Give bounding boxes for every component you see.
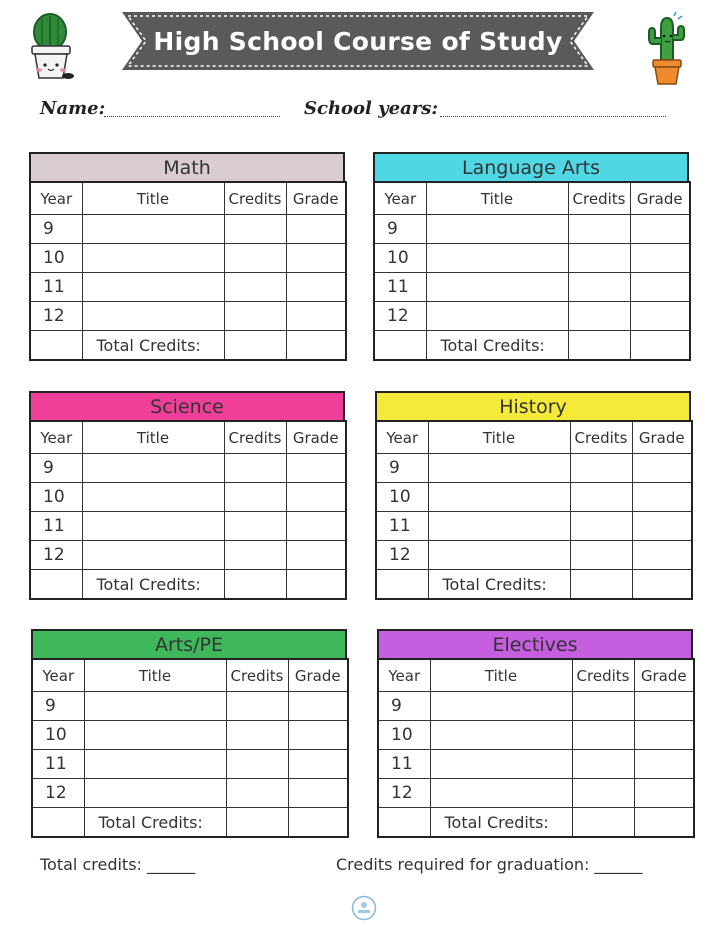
grade-header: Grade (286, 421, 346, 454)
total-grade-cell[interactable] (632, 570, 692, 600)
year-cell: 9 (30, 454, 82, 483)
title-header: Title (82, 182, 224, 215)
credits-cell[interactable] (224, 512, 286, 541)
year-cell: 12 (30, 302, 82, 331)
credits-cell[interactable] (226, 779, 288, 808)
cactus-pot-icon (24, 8, 78, 82)
grade-cell[interactable] (634, 721, 694, 750)
year-cell: 12 (376, 541, 428, 570)
total-row (376, 570, 692, 600)
title-cell[interactable] (426, 302, 568, 331)
credits-cell[interactable] (572, 779, 634, 808)
total-grade-cell[interactable] (288, 808, 348, 838)
page-title: High School Course of Study (153, 26, 563, 56)
grade-cell[interactable] (630, 273, 690, 302)
subject-header: Electives (377, 629, 693, 658)
title-cell[interactable] (84, 750, 226, 779)
title-cell[interactable] (426, 273, 568, 302)
total-spacer-cell (376, 570, 428, 600)
title-banner (122, 12, 594, 70)
title-cell[interactable] (430, 779, 572, 808)
school-years-field[interactable] (440, 116, 666, 117)
credits-header: Credits (224, 421, 286, 454)
year-header: Year (32, 659, 84, 692)
course-table-electives (377, 629, 693, 838)
credits-cell[interactable] (570, 512, 632, 541)
grade-cell[interactable] (632, 483, 692, 512)
total-credits-label: Total Credits: (426, 331, 568, 361)
table-row (30, 302, 346, 331)
column-header-row (32, 659, 348, 692)
grade-cell[interactable] (630, 215, 690, 244)
title-cell[interactable] (430, 750, 572, 779)
year-cell: 11 (32, 750, 84, 779)
grade-cell[interactable] (286, 454, 346, 483)
total-row (30, 331, 346, 361)
year-cell: 9 (374, 215, 426, 244)
title-cell[interactable] (430, 692, 572, 721)
title-header: Title (82, 421, 224, 454)
title-cell[interactable] (428, 541, 570, 570)
table-row (30, 215, 346, 244)
credits-cell[interactable] (224, 302, 286, 331)
table-row (376, 483, 692, 512)
total-credits-label: Total Credits: (84, 808, 226, 838)
course-grid (377, 658, 695, 838)
subject-header: Science (29, 391, 345, 420)
grade-cell[interactable] (286, 483, 346, 512)
table-row (30, 512, 346, 541)
year-cell: 10 (30, 483, 82, 512)
column-header-row (374, 182, 690, 215)
title-cell[interactable] (84, 779, 226, 808)
title-cell[interactable] (82, 215, 224, 244)
grade-cell[interactable] (288, 779, 348, 808)
school-years-label: School years: (304, 98, 438, 119)
year-cell: 9 (32, 692, 84, 721)
total-spacer-cell (378, 808, 430, 838)
course-grid (29, 181, 347, 361)
title-cell[interactable] (82, 302, 224, 331)
grade-header: Grade (288, 659, 348, 692)
course-grid (29, 420, 347, 600)
total-spacer-cell (374, 331, 426, 361)
subject-header: Language Arts (373, 152, 689, 181)
table-row (32, 721, 348, 750)
year-cell: 12 (374, 302, 426, 331)
year-cell: 9 (30, 215, 82, 244)
credits-header: Credits (568, 182, 630, 215)
year-header: Year (378, 659, 430, 692)
total-grade-cell[interactable] (286, 331, 346, 361)
title-cell[interactable] (84, 721, 226, 750)
grade-cell[interactable] (630, 244, 690, 273)
total-credits-cell[interactable] (568, 331, 630, 361)
credits-cell[interactable] (568, 215, 630, 244)
title-cell[interactable] (82, 541, 224, 570)
title-cell[interactable] (428, 454, 570, 483)
subject-header: Math (29, 152, 345, 181)
table-row (378, 779, 694, 808)
total-spacer-cell (30, 570, 82, 600)
grade-cell[interactable] (286, 244, 346, 273)
grade-header: Grade (634, 659, 694, 692)
total-grade-cell[interactable] (634, 808, 694, 838)
course-table-language-arts (373, 152, 689, 361)
column-header-row (376, 421, 692, 454)
course-grid (31, 658, 349, 838)
table-row (30, 273, 346, 302)
year-cell: 12 (30, 541, 82, 570)
grade-header: Grade (632, 421, 692, 454)
credits-cell[interactable] (226, 721, 288, 750)
credits-header: Credits (224, 182, 286, 215)
title-header: Title (428, 421, 570, 454)
credits-cell[interactable] (226, 692, 288, 721)
year-header: Year (376, 421, 428, 454)
logo-icon (351, 895, 377, 921)
credits-cell[interactable] (572, 750, 634, 779)
total-row (32, 808, 348, 838)
total-credits-footer: Total credits: ______ (40, 855, 196, 874)
credits-cell[interactable] (224, 483, 286, 512)
grade-cell[interactable] (634, 692, 694, 721)
title-header: Title (430, 659, 572, 692)
course-table-arts-pe (31, 629, 347, 838)
table-row (30, 244, 346, 273)
total-credits-label: Total Credits: (82, 331, 224, 361)
title-cell[interactable] (82, 483, 224, 512)
column-header-row (378, 659, 694, 692)
title-cell[interactable] (84, 692, 226, 721)
title-header: Title (84, 659, 226, 692)
total-credits-cell[interactable] (224, 331, 286, 361)
credits-cell[interactable] (570, 541, 632, 570)
table-row (30, 541, 346, 570)
total-spacer-cell (32, 808, 84, 838)
credits-cell[interactable] (572, 721, 634, 750)
course-grid (375, 420, 693, 600)
table-row (374, 302, 690, 331)
credits-header: Credits (226, 659, 288, 692)
table-row (30, 454, 346, 483)
name-field[interactable] (104, 116, 280, 117)
credits-cell[interactable] (570, 454, 632, 483)
total-row (378, 808, 694, 838)
total-credits-label: Total Credits: (428, 570, 570, 600)
table-row (32, 779, 348, 808)
total-credits-cell[interactable] (226, 808, 288, 838)
year-cell: 11 (30, 273, 82, 302)
credits-cell[interactable] (572, 692, 634, 721)
grade-cell[interactable] (288, 692, 348, 721)
course-table-history (375, 391, 691, 600)
year-cell: 10 (378, 721, 430, 750)
total-credits-label: Total Credits: (430, 808, 572, 838)
credits-header: Credits (572, 659, 634, 692)
table-row (374, 244, 690, 273)
total-credits-cell[interactable] (572, 808, 634, 838)
course-table-science (29, 391, 345, 600)
table-row (374, 215, 690, 244)
grade-header: Grade (286, 182, 346, 215)
total-credits-cell[interactable] (570, 570, 632, 600)
credits-cell[interactable] (226, 750, 288, 779)
title-cell[interactable] (430, 721, 572, 750)
total-grade-cell[interactable] (286, 570, 346, 600)
year-cell: 12 (378, 779, 430, 808)
title-cell[interactable] (426, 244, 568, 273)
table-row (32, 692, 348, 721)
table-row (378, 750, 694, 779)
table-row (32, 750, 348, 779)
grade-cell[interactable] (286, 215, 346, 244)
total-credits-cell[interactable] (224, 570, 286, 600)
credits-cell[interactable] (224, 244, 286, 273)
title-cell[interactable] (82, 512, 224, 541)
year-cell: 11 (376, 512, 428, 541)
table-row (376, 512, 692, 541)
year-cell: 11 (30, 512, 82, 541)
cactus-pot-icon (641, 10, 691, 86)
grade-header: Grade (630, 182, 690, 215)
credits-cell[interactable] (224, 454, 286, 483)
total-row (30, 570, 346, 600)
course-table-math (29, 152, 345, 361)
credits-cell[interactable] (224, 215, 286, 244)
table-row (378, 721, 694, 750)
grade-cell[interactable] (286, 302, 346, 331)
title-cell[interactable] (82, 244, 224, 273)
subject-header: History (375, 391, 691, 420)
credits-header: Credits (570, 421, 632, 454)
credits-cell[interactable] (568, 273, 630, 302)
grade-cell[interactable] (286, 273, 346, 302)
total-row (374, 331, 690, 361)
subject-header: Arts/PE (31, 629, 347, 658)
year-cell: 9 (378, 692, 430, 721)
grade-cell[interactable] (632, 454, 692, 483)
year-cell: 11 (378, 750, 430, 779)
grade-cell[interactable] (630, 302, 690, 331)
column-header-row (30, 421, 346, 454)
grade-cell[interactable] (288, 750, 348, 779)
year-cell: 11 (374, 273, 426, 302)
name-label: Name: (40, 98, 106, 119)
table-row (376, 454, 692, 483)
grade-cell[interactable] (286, 541, 346, 570)
credits-required-footer: Credits required for graduation: ______ (336, 855, 643, 874)
total-credits-label: Total Credits: (82, 570, 224, 600)
title-cell[interactable] (428, 512, 570, 541)
year-header: Year (374, 182, 426, 215)
year-header: Year (30, 421, 82, 454)
year-header: Year (30, 182, 82, 215)
course-grid (373, 181, 691, 361)
title-cell[interactable] (426, 215, 568, 244)
year-cell: 12 (32, 779, 84, 808)
credits-cell[interactable] (224, 541, 286, 570)
credits-cell[interactable] (570, 483, 632, 512)
table-row (30, 483, 346, 512)
title-cell[interactable] (82, 454, 224, 483)
grade-cell[interactable] (632, 541, 692, 570)
credits-cell[interactable] (568, 302, 630, 331)
year-cell: 10 (32, 721, 84, 750)
year-cell: 10 (376, 483, 428, 512)
table-row (378, 692, 694, 721)
grade-cell[interactable] (634, 779, 694, 808)
table-row (376, 541, 692, 570)
table-row (374, 273, 690, 302)
title-cell[interactable] (428, 483, 570, 512)
title-cell[interactable] (82, 273, 224, 302)
credits-cell[interactable] (568, 244, 630, 273)
year-cell: 9 (376, 454, 428, 483)
credits-cell[interactable] (224, 273, 286, 302)
year-cell: 10 (374, 244, 426, 273)
column-header-row (30, 182, 346, 215)
total-grade-cell[interactable] (630, 331, 690, 361)
title-header: Title (426, 182, 568, 215)
year-cell: 10 (30, 244, 82, 273)
total-spacer-cell (30, 331, 82, 361)
grade-cell[interactable] (288, 721, 348, 750)
grade-cell[interactable] (632, 512, 692, 541)
grade-cell[interactable] (286, 512, 346, 541)
grade-cell[interactable] (634, 750, 694, 779)
